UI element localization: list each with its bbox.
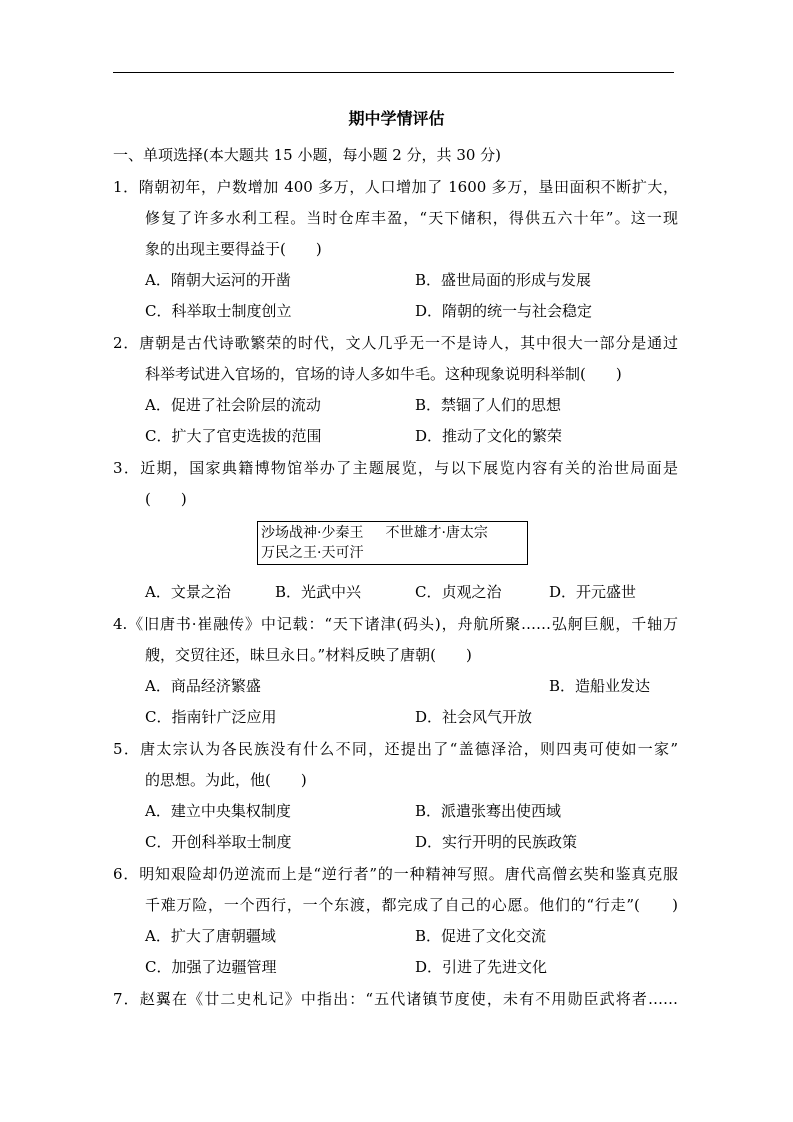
q4-option-c[interactable]: C．指南针广泛应用 xyxy=(145,708,277,726)
exhibition-box xyxy=(257,521,528,565)
exhibition-row-2 xyxy=(261,543,524,563)
exhibition-item-1: 沙场战神·少秦王 xyxy=(261,525,364,541)
q3-option-c[interactable]: C．贞观之治 xyxy=(415,583,502,601)
q1-option-c[interactable]: C．科举取士制度创立 xyxy=(145,302,292,320)
q4-option-a[interactable]: A．商品经济繁盛 xyxy=(145,677,261,695)
exhibition-item-2: 不世雄才·唐太宗 xyxy=(385,525,488,541)
q5-option-c[interactable]: C．开创科举取士制度 xyxy=(145,833,292,851)
q1-option-b[interactable]: B．盛世局面的形成与发展 xyxy=(415,271,592,289)
page-title: 期中学情评估 xyxy=(348,109,445,128)
q2-option-a[interactable]: A．促进了社会阶层的流动 xyxy=(145,396,321,414)
q6-line-1: 6．明知艰险却仍逆流而上是“逆行者”的一种精神写照。唐代高僧玄奘和鉴真克服 xyxy=(113,865,678,883)
q3-option-b[interactable]: B．光武中兴 xyxy=(275,583,362,601)
q5-line-2: 的思想。为此，他( ) xyxy=(145,771,307,789)
section-heading: 一、单项选择(本大题共 15 小题，每小题 2 分，共 30 分) xyxy=(113,146,502,164)
q1-line-3: 象的出现主要得益于( ) xyxy=(145,240,322,258)
q7-line-1: 7．赵翼在《廿二史札记》中指出：“五代诸镇节度使，未有不用勋臣武将者…… xyxy=(113,990,678,1008)
q6-option-b[interactable]: B．促进了文化交流 xyxy=(415,927,547,945)
q1-option-d[interactable]: D．隋朝的统一与社会稳定 xyxy=(415,302,593,320)
q1-line-2: 修复了许多水利工程。当时仓库丰盈，“天下储积，得供五六十年”。这一现 xyxy=(145,209,678,227)
q3-line-2: ( ) xyxy=(145,490,187,508)
q5-option-b[interactable]: B．派遣张骞出使西域 xyxy=(415,802,562,820)
q3-option-d[interactable]: D．开元盛世 xyxy=(549,583,637,601)
q6-option-a[interactable]: A．扩大了唐朝疆域 xyxy=(145,927,276,945)
q5-line-1: 5．唐太宗认为各民族没有什么不同，还提出了“盖德泽洽，则四夷可使如一家” xyxy=(113,740,678,758)
q2-line-1: 2．唐朝是古代诗歌繁荣的时代，文人几乎无一不是诗人，其中很大一部分是通过 xyxy=(113,334,678,352)
exhibition-item-3: 万民之王·天可汗 xyxy=(261,545,364,561)
q6-line-2: 千难万险，一个西行，一个东渡，都完成了自己的心愿。他们的“行走”( ) xyxy=(145,896,678,914)
q4-line-2: 艘，交贸往还，昧旦永日。”材料反映了唐朝( ) xyxy=(145,646,472,664)
header-rule xyxy=(113,72,674,73)
q2-line-2: 科举考试进入官场的，官场的诗人多如牛毛。这种现象说明科举制( ) xyxy=(145,365,622,383)
q5-option-d[interactable]: D．实行开明的民族政策 xyxy=(415,833,578,851)
q4-line-1: 4.《旧唐书·崔融传》中记载：“天下诸津(码头)，舟航所聚……弘舸巨舰，千轴万 xyxy=(113,615,678,633)
q4-option-b[interactable]: B．造船业发达 xyxy=(549,677,651,695)
q5-option-a[interactable]: A．建立中央集权制度 xyxy=(145,802,291,820)
q2-option-b[interactable]: B．禁锢了人们的思想 xyxy=(415,396,562,414)
q2-option-d[interactable]: D．推动了文化的繁荣 xyxy=(415,427,563,445)
q2-option-c[interactable]: C．扩大了官吏选拔的范围 xyxy=(145,427,322,445)
q1-line-1: 1．隋朝初年，户数增加 400 多万，人口增加了 1600 多万，垦田面积不断扩大， xyxy=(113,178,678,196)
q6-option-d[interactable]: D．引进了先进文化 xyxy=(415,958,548,976)
q6-option-c[interactable]: C．加强了边疆管理 xyxy=(145,958,277,976)
q4-option-d[interactable]: D．社会风气开放 xyxy=(415,708,533,726)
exhibition-row-1 xyxy=(261,523,524,543)
q3-line-1: 3．近期，国家典籍博物馆举办了主题展览，与以下展览内容有关的治世局面是 xyxy=(113,459,678,477)
q3-option-a[interactable]: A．文景之治 xyxy=(145,583,231,601)
q1-option-a[interactable]: A．隋朝大运河的开凿 xyxy=(145,271,291,289)
